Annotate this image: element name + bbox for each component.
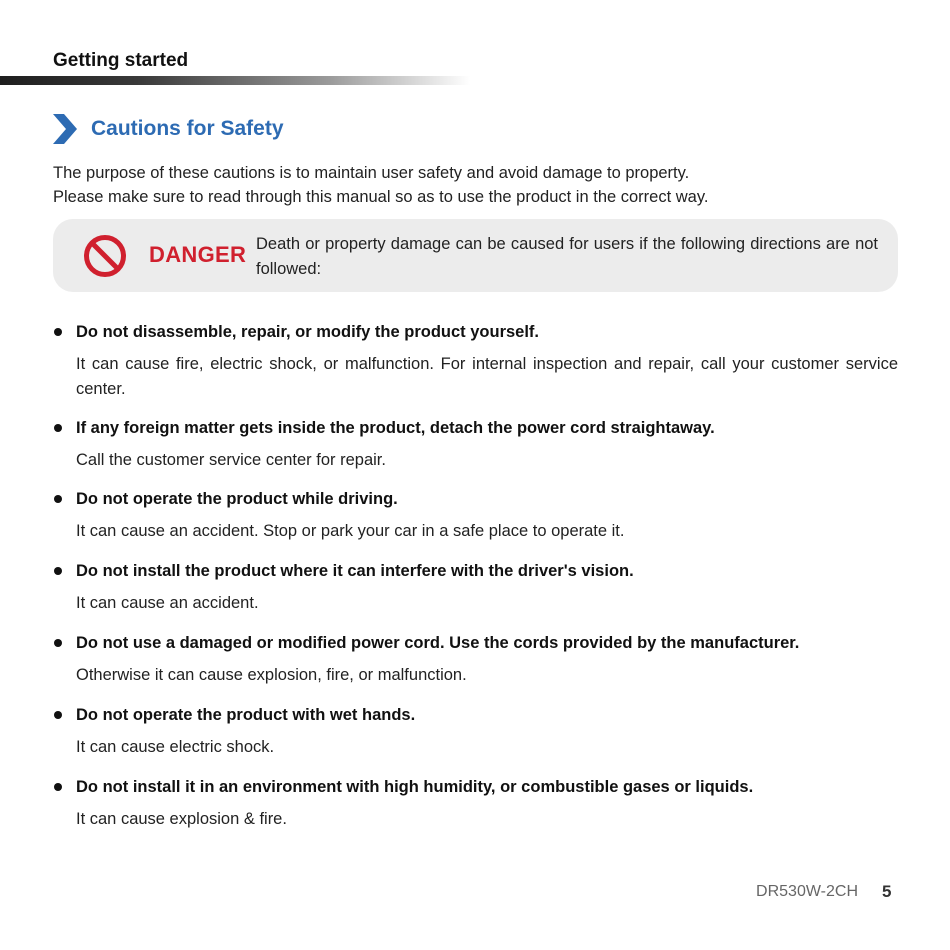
list-item [53,320,898,402]
bullet-icon [54,328,62,336]
intro-line: Please make sure to read through this manual so as to use the product in the correct way. [53,188,709,206]
list-item-heading: Do not install the product where it can interfere with the driver's vision. [76,562,634,580]
list-item-body: It can cause an accident. [76,594,259,612]
danger-label: DANGER [149,242,247,267]
bullet-icon [54,495,62,503]
list-item [53,416,898,473]
section-header: Getting started [53,50,189,71]
header-rule [0,76,470,85]
list-item [53,487,898,544]
chevron-right-icon [53,114,77,144]
list-item [53,559,898,616]
bullet-icon [54,567,62,575]
page-number: 5 [882,882,892,901]
list-item [53,703,898,760]
list-item-body: Otherwise it can cause explosion, fire, or malfunction. [76,666,467,684]
list-item-heading: Do not install it in an environment with high humidity, or combustible gases or liquids. [76,778,754,796]
list-item-body: It can cause explosion & fire. [76,810,287,828]
intro-text [53,161,708,209]
list-item [53,631,898,688]
list-item-body: It can cause electric shock. [76,738,275,756]
prohibit-icon [83,234,127,278]
footer-model: DR530W-2CH [756,883,858,900]
list-item-heading: If any foreign matter gets inside the product, detach the power cord straightaway. [76,419,715,437]
danger-text: Death or property damage can be caused for users if the following directions are not followed: [256,235,878,278]
list-item-heading: Do not use a damaged or modified power cord. Use the cords provided by the manufacturer. [76,634,800,652]
intro-line: The purpose of these cautions is to maintain user safety and avoid damage to property. [53,164,690,182]
bullet-icon [54,711,62,719]
bullet-icon [54,424,62,432]
list-item-heading: Do not operate the product while driving. [76,490,398,508]
list-item [53,775,898,832]
page-title: Cautions for Safety [91,117,284,140]
list-item-heading: Do not operate the product with wet hands. [76,706,416,724]
bullet-icon [54,783,62,791]
list-item-heading: Do not disassemble, repair, or modify the product yourself. [76,323,540,341]
list-item-body: Call the customer service center for repair. [76,451,386,469]
danger-box [53,219,898,292]
list-item-body: It can cause fire, electric shock, or malfunction. For internal inspection and repair, call your customer service center. [76,355,898,398]
bullet-icon [54,639,62,647]
title-row [53,114,284,144]
list-item-body: It can cause an accident. Stop or park your car in a safe place to operate it. [76,522,625,540]
caution-list [53,320,898,832]
